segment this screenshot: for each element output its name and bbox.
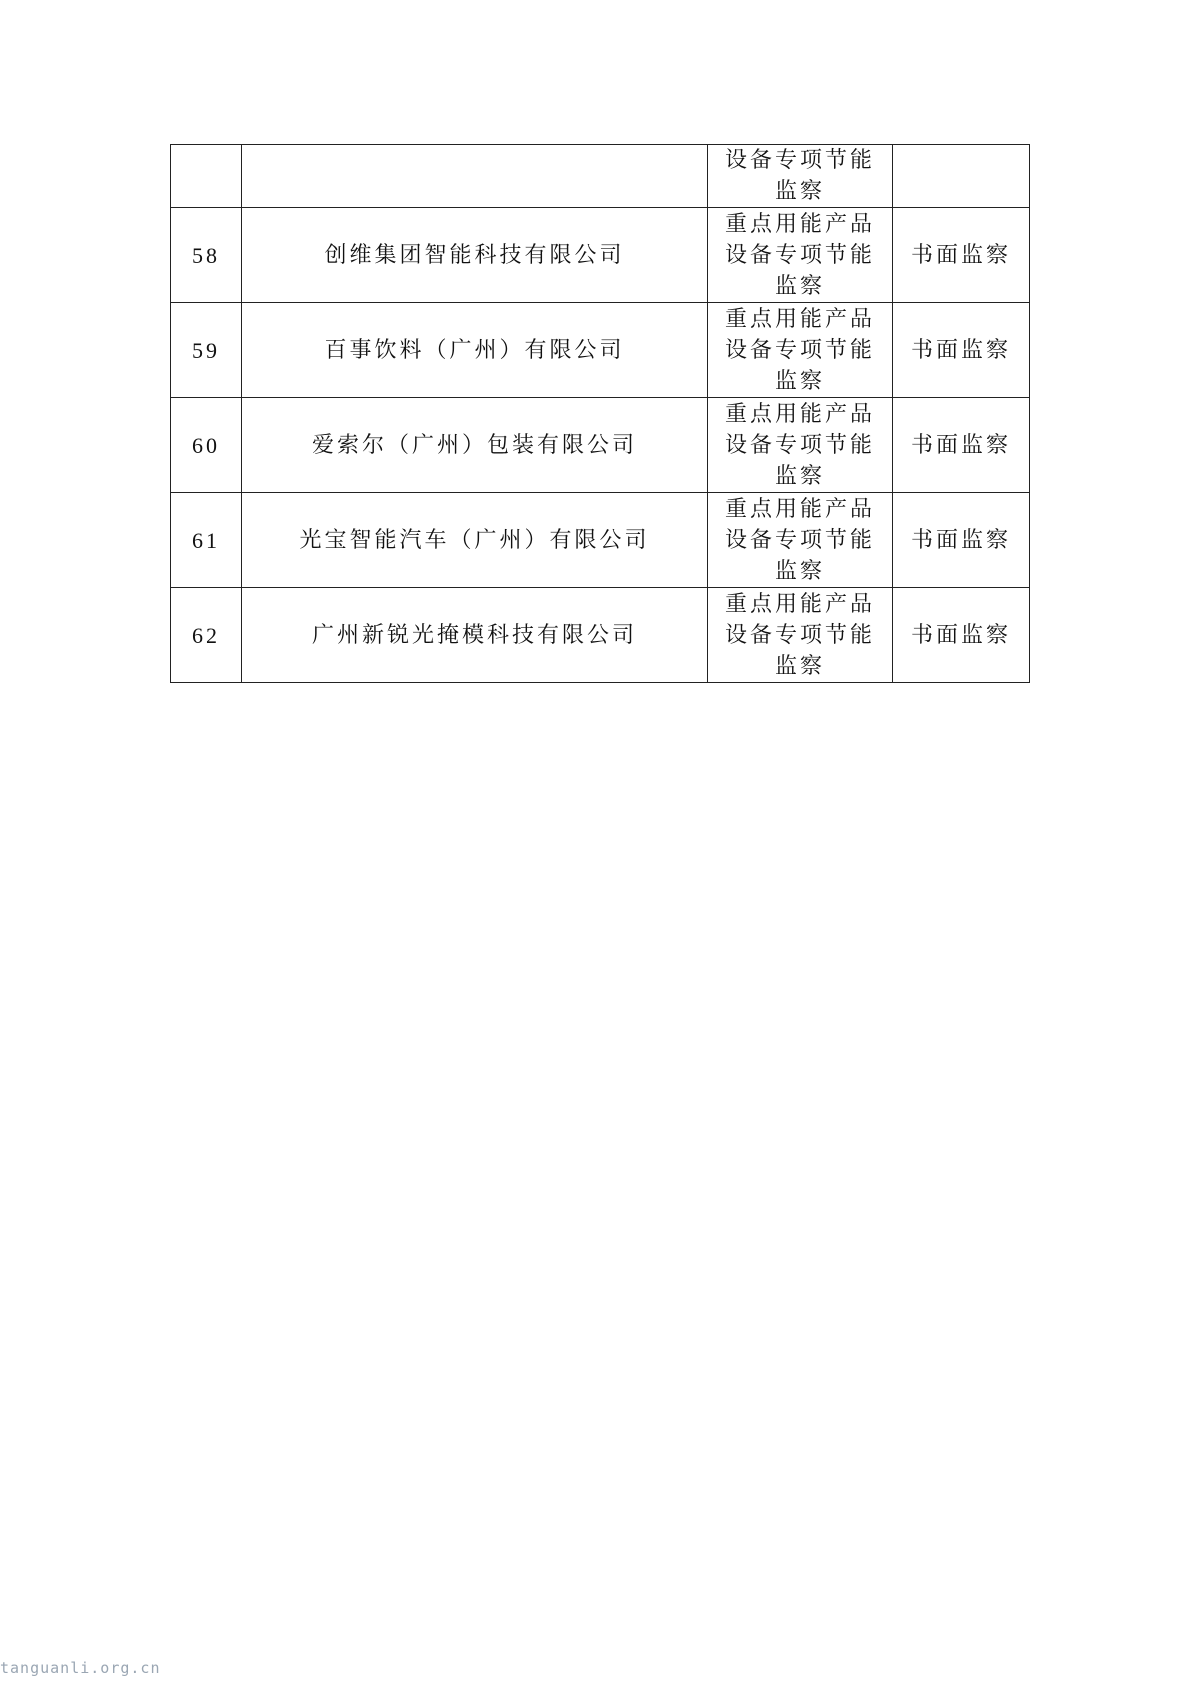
- table-row: [171, 588, 1030, 683]
- inspection-table: [170, 144, 1030, 683]
- inspection-type: [708, 398, 893, 493]
- inspection-type-line: 重点用能产品: [724, 211, 875, 237]
- inspection-type-line: 监察: [774, 463, 825, 489]
- inspection-type-line: 设备专项节能: [724, 148, 875, 173]
- row-number: 60: [171, 398, 242, 493]
- inspection-type-line: 监察: [774, 179, 825, 204]
- table-row-continued: [171, 145, 1030, 208]
- inspection-type-line: 监察: [774, 273, 825, 299]
- inspection-type-line: 监察: [774, 558, 825, 584]
- inspection-type-line: 设备专项节能: [724, 527, 875, 553]
- table-row: [171, 493, 1030, 588]
- inspection-type: [708, 303, 893, 398]
- company-name: 光宝智能汽车（广州）有限公司: [242, 493, 708, 588]
- company-name: 创维集团智能科技有限公司: [242, 208, 708, 303]
- company-name: 广州新锐光掩模科技有限公司: [242, 588, 708, 683]
- row-number: 62: [171, 588, 242, 683]
- inspection-type: [708, 145, 893, 208]
- site-watermark: tanguanli.org.cn: [0, 1659, 161, 1677]
- company-name: [242, 145, 708, 208]
- inspection-type-line: 设备专项节能: [724, 242, 875, 268]
- inspection-type-line: 设备专项节能: [724, 622, 875, 648]
- inspection-type-line: 设备专项节能: [724, 432, 875, 458]
- inspection-type-line: 监察: [774, 653, 825, 679]
- company-name: 爱索尔（广州）包装有限公司: [242, 398, 708, 493]
- inspection-method: 书面监察: [893, 303, 1030, 398]
- inspection-type-line: 设备专项节能: [724, 337, 875, 363]
- inspection-method: 书面监察: [893, 208, 1030, 303]
- company-name: 百事饮料（广州）有限公司: [242, 303, 708, 398]
- inspection-type: [708, 493, 893, 588]
- inspection-method: 书面监察: [893, 588, 1030, 683]
- table-row: [171, 398, 1030, 493]
- inspection-method: 书面监察: [893, 493, 1030, 588]
- inspection-type-line: 重点用能产品: [724, 401, 875, 427]
- inspection-type: [708, 588, 893, 683]
- table-row: [171, 208, 1030, 303]
- row-number: 61: [171, 493, 242, 588]
- inspection-type-line: 重点用能产品: [724, 306, 875, 332]
- inspection-type: [708, 208, 893, 303]
- table-row: [171, 303, 1030, 398]
- inspection-type-line: 重点用能产品: [724, 496, 875, 522]
- row-number: [171, 145, 242, 208]
- inspection-type-line: 监察: [774, 368, 825, 394]
- row-number: 59: [171, 303, 242, 398]
- inspection-method: 书面监察: [893, 398, 1030, 493]
- inspection-type-line: 重点用能产品: [724, 591, 875, 617]
- inspection-method: [893, 145, 1030, 208]
- row-number: 58: [171, 208, 242, 303]
